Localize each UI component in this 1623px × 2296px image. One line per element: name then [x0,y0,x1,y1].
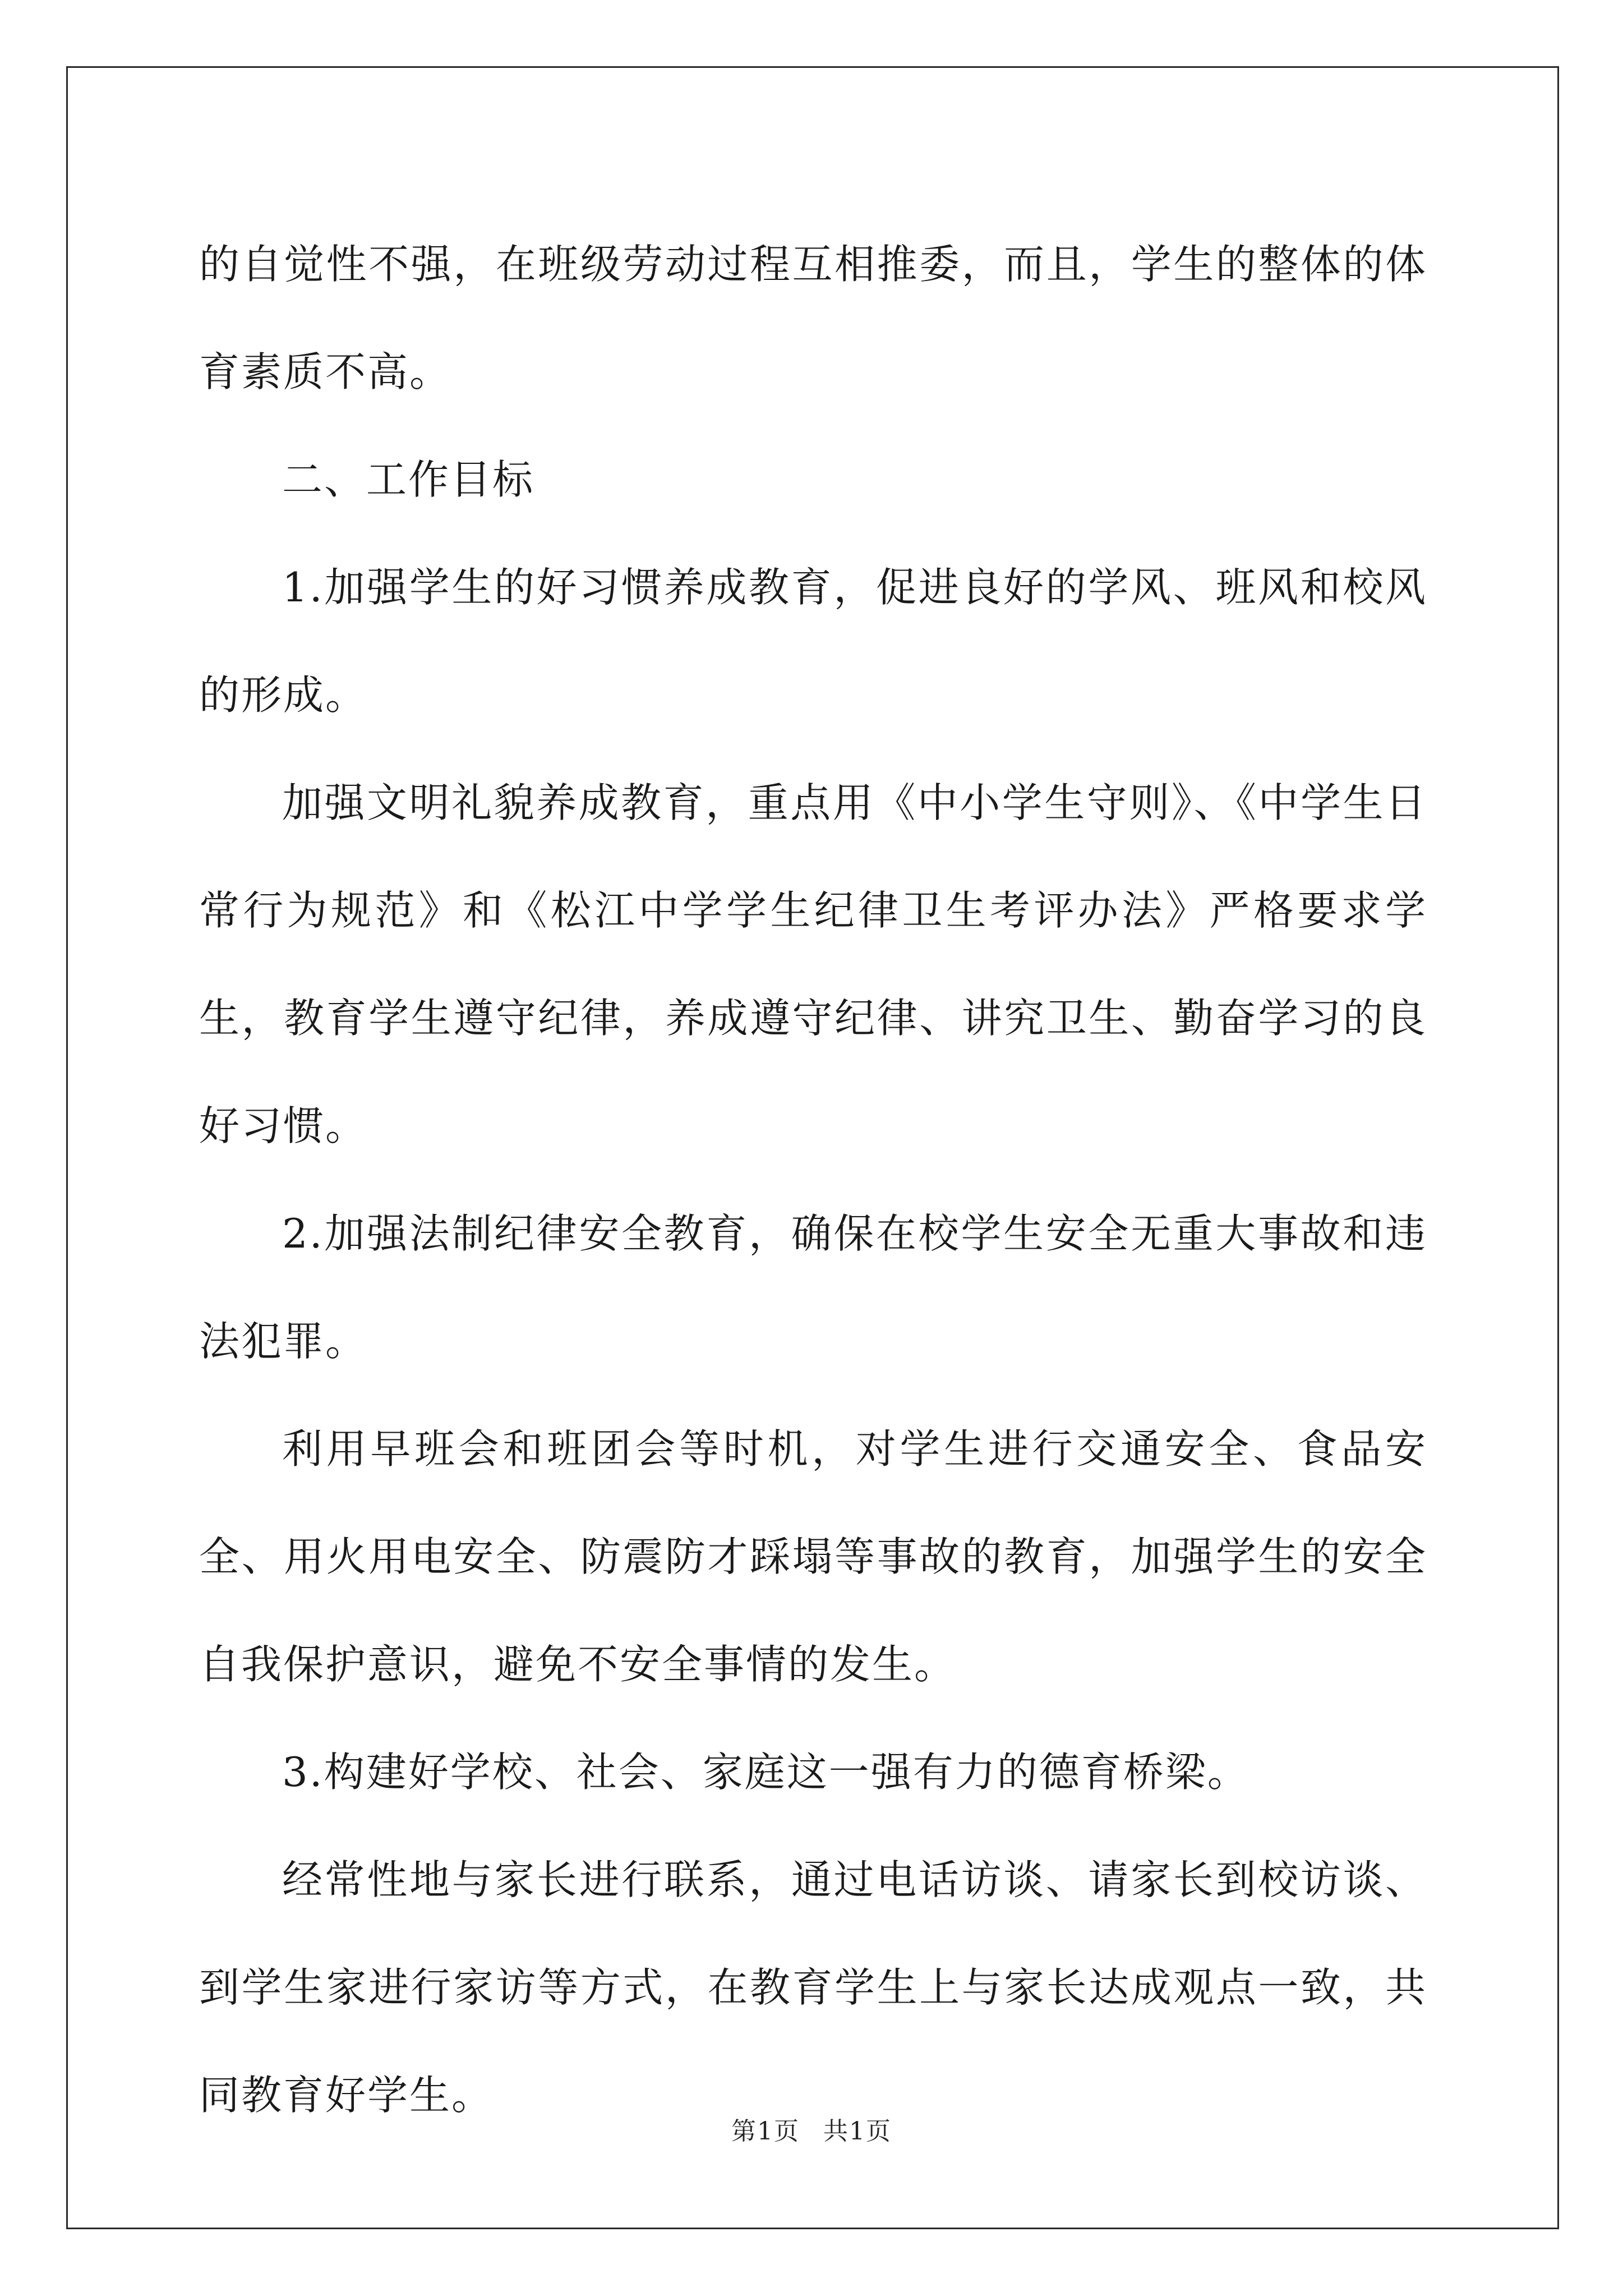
paragraph-goal-3: 3.构建好学校、社会、家庭这一强有力的德育桥梁。 [282,1749,1249,1796]
paragraph-goal-1-detail: 加强文明礼貌养成教育，重点用《中小学生守则》、《中学生日常行为规范》和《松江中学学生纪律卫生考评办法》严格要求学生，教育学生遵守纪律，养成遵守纪律、讲究卫生、勤奋学习的良好习惯。 [199,779,1427,1149]
section-heading-work-goals: 二、工作目标 [282,456,535,503]
paragraph-goal-2-detail: 利用早班会和班团会等时机，对学生进行交通安全、食品安全、用火用电安全、防震防才踩塌等事故的教育，加强学生的安全自我保护意识，避免不安全事情的发生。 [199,1425,1427,1688]
paragraph-goal-2: 2.加强法制纪律安全教育，确保在校学生安全无重大事故和违法犯罪。 [199,1210,1427,1365]
document-body [199,210,1427,2149]
paragraph-1: 的自觉性不强，在班级劳动过程互相推委，而且，学生的整体的体育素质不高。 [199,241,1427,395]
page-number-total: 共1页 [823,2117,892,2146]
page-footer [0,2115,1623,2148]
page-number-current: 第1页 [731,2117,800,2146]
paragraph-goal-3-detail: 经常性地与家长进行联系，通过电话访谈、请家长到校访谈、到学生家进行家访等方式，在教育学生上与家长达成观点一致，共同教育好学生。 [199,1856,1427,2119]
paragraph-goal-1: 1.加强学生的好习惯养成教育，促进良好的学风、班风和校风的形成。 [199,564,1427,719]
